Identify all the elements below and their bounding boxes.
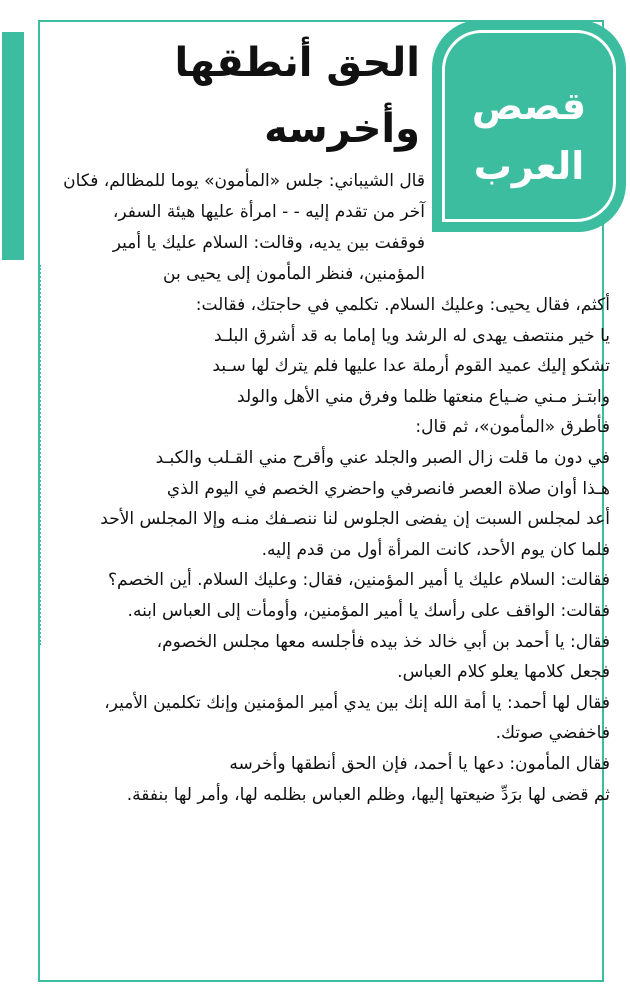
story-body xyxy=(50,290,610,810)
story-line: تشكو إليك عميد القوم أرملة عدا عليها فلم يترك لها سـبد xyxy=(212,356,610,377)
story-line: فجعل كلامها يعلو كلام العباس. xyxy=(397,662,610,683)
story-line: يا خير منتصف يهدى له الرشد ويا إماما به قد أشرق البلـد xyxy=(213,325,610,346)
badge-label xyxy=(432,76,626,196)
story-line: فقال لها أحمد: يا أمة الله إنك بين يدي أمير المؤمنين وإنك تكلمين الأمير، فاخفضي صوتك. xyxy=(104,692,610,744)
headline-line-1: الحق أنطقها xyxy=(174,40,420,86)
story-line: أكثم، فقال يحيى: وعليك السلام. تكلمي في حاجتك، فقالت: xyxy=(195,295,610,315)
story-line: ثم قضى لها برَدِّ ضيعتها إليها، وظلم العباس بظلمه لها، وأمر لها بنفقة. xyxy=(126,784,610,805)
article-headline xyxy=(60,30,420,162)
story-line: فقال: يا أحمد بن أبي خالد خذ بيده فأجلسه معها مجلس الخصوم، xyxy=(156,631,610,652)
story-line: فلما كان يوم الأحد، كانت المرأة أول من قدم إليه. xyxy=(261,539,610,560)
story-line: هـذا أوان صلاة العصر فانصرفي واحضري الخصم في اليوم الذي xyxy=(166,478,610,499)
story-line: فقال المأمون: دعها يا أحمد، فإن الحق أنطقها وأخرسه xyxy=(229,753,610,774)
headline-line-2: وأخرسه xyxy=(264,106,420,152)
story-line: فقالت: السلام عليك يا أمير المؤمنين، فقال: وعليك السلام. أين الخصم؟ xyxy=(108,570,610,591)
dotted-divider xyxy=(39,265,41,645)
badge-line-1: قصص xyxy=(471,84,587,128)
intro-paragraph xyxy=(60,166,425,290)
story-line: فقالت: الواقف على رأسك يا أمير المؤمنين، وأومأت إلى العباس ابنه. xyxy=(127,600,610,621)
section-badge xyxy=(432,20,626,232)
story-line: في دون ما قلت زال الصبر والجلد عني وأقرح مني القـلب والكبـد xyxy=(155,447,610,468)
story-line: وابتـز مـني ضـياع منعتها ظلما وفرق مني الأهل والولد xyxy=(237,386,610,407)
story-line: فأطرق «المأمون»، ثم قال: xyxy=(415,417,610,438)
badge-line-2: العرب xyxy=(473,144,585,188)
intro-text: قال الشيباني: جلس «المأمون» يوما للمظالم، فكان آخر من تقدم إليه - - امرأة عليها هيئة السفر، فوقفت بين يديه، وقالت: السلام عليك يا أمير المؤمنين، فنظر المأمون إلى يحيى بن xyxy=(63,171,425,284)
accent-bar xyxy=(2,32,24,260)
story-line: أعد لمجلس السبت إن يفضى الجلوس لنا ننصـفك منـه وإلا المجلس الأحد xyxy=(100,509,610,530)
